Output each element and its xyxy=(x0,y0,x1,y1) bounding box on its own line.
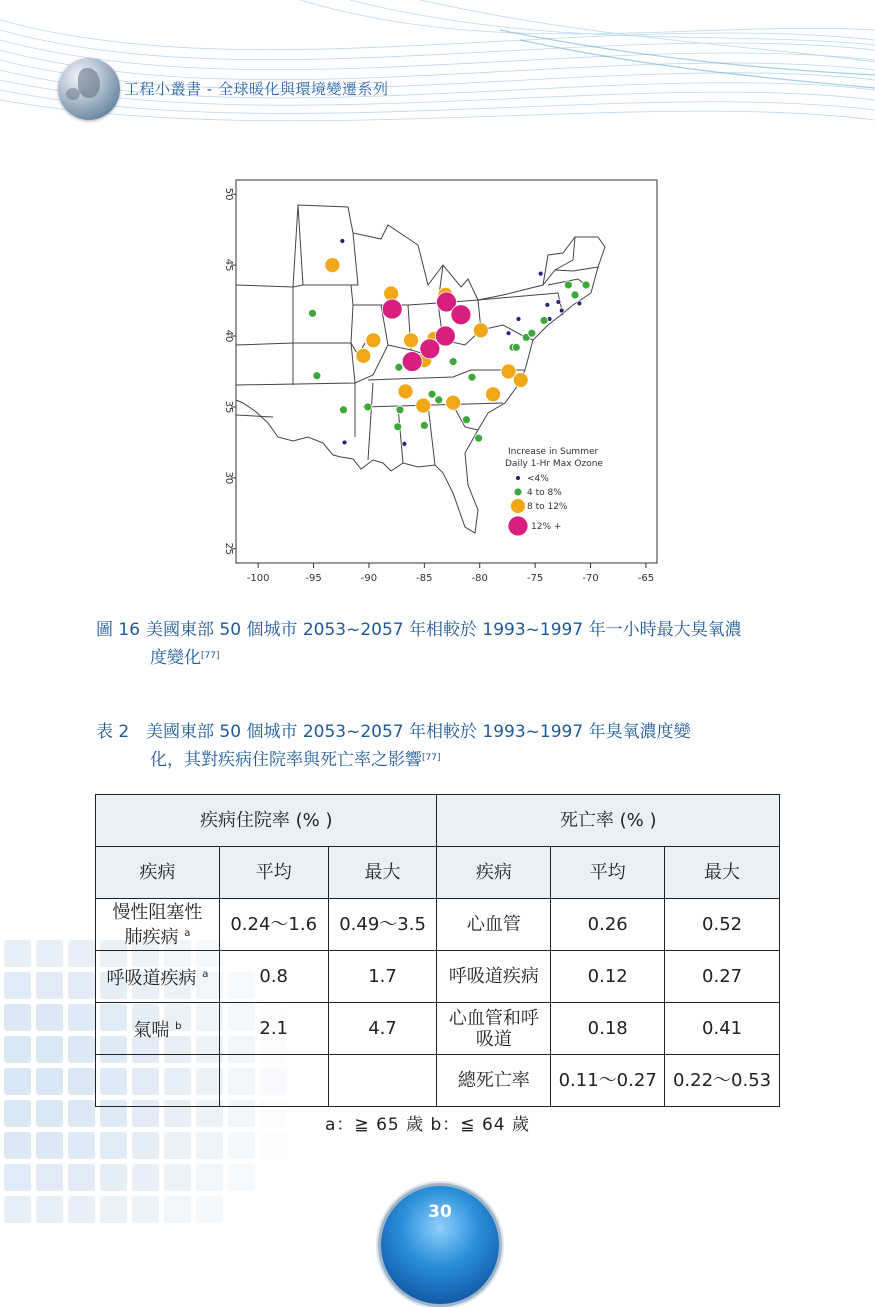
legend-title-line1: Increase in Summer xyxy=(508,447,599,457)
data-point-2 xyxy=(468,373,476,381)
legend-swatch xyxy=(516,476,521,481)
data-point-2 xyxy=(582,281,590,289)
data-point-2 xyxy=(364,403,372,411)
page-number-badge xyxy=(378,1183,502,1307)
table-row xyxy=(96,1003,780,1055)
data-point-3 xyxy=(416,398,431,413)
x-tick-label: -65 xyxy=(637,573,655,584)
y-tick-label: 35 xyxy=(223,400,234,414)
table-row xyxy=(96,1055,780,1107)
cell-avg: 0.8 xyxy=(219,951,328,1003)
y-tick-label: 45 xyxy=(223,258,234,272)
data-point-3 xyxy=(473,323,488,338)
legend-swatch xyxy=(511,499,526,514)
y-tick-label: 25 xyxy=(223,542,234,556)
data-point-2 xyxy=(475,434,483,442)
header-title: 工程小叢書 - 全球暖化與環境變遷系列 xyxy=(124,80,389,98)
x-tick-label: -100 xyxy=(246,573,270,584)
data-point-2 xyxy=(428,390,436,398)
figure-number: 圖 16 xyxy=(96,620,141,640)
cell-max: 0.22～0.53 xyxy=(665,1055,780,1107)
data-point-1 xyxy=(556,299,561,304)
legend-swatch xyxy=(508,516,528,536)
data-point-2 xyxy=(449,358,457,366)
col-header-disease: 疾病 xyxy=(437,847,551,899)
cell-max: 0.41 xyxy=(665,1003,780,1055)
table-row xyxy=(96,899,780,951)
x-tick-label: -80 xyxy=(471,573,488,584)
data-point-2 xyxy=(395,363,403,371)
data-point-3 xyxy=(325,258,340,273)
group-header-hospitalization: 疾病住院率 (% ) xyxy=(96,795,437,847)
ozone-impact-table xyxy=(95,794,780,1107)
x-tick-label: -75 xyxy=(526,573,544,584)
cell-avg: 0.24～1.6 xyxy=(219,899,328,951)
data-point-3 xyxy=(398,384,413,399)
cell-max: 0.27 xyxy=(665,951,780,1003)
table-caption-line2: 化，其對疾病住院率與死亡率之影響 xyxy=(150,750,422,770)
data-point-2 xyxy=(396,406,404,414)
figure-reference: [77] xyxy=(201,651,220,661)
ozone-map-figure xyxy=(203,175,668,595)
cell-disease: 氣喘 $^b$ xyxy=(96,1003,220,1055)
data-point-3 xyxy=(486,387,501,402)
data-point-4 xyxy=(382,299,402,319)
figure-caption xyxy=(96,616,786,672)
table-caption-line1: 美國東部 50 個城市 2053~2057 年相較於 1993~1997 年臭氧濃度變 xyxy=(146,722,691,742)
legend-title-line2: Daily 1-Hr Max Ozone xyxy=(505,459,603,469)
data-point-2 xyxy=(394,423,402,431)
y-tick-label: 40 xyxy=(223,329,234,343)
cell-empty xyxy=(328,1055,437,1107)
x-tick-label: -90 xyxy=(360,573,378,584)
data-point-3 xyxy=(446,395,461,410)
data-point-3 xyxy=(404,333,419,348)
table-footnote: a：≧ 65 歲 b：≦ 64 歲 xyxy=(325,1115,530,1135)
data-point-1 xyxy=(577,301,582,306)
data-point-2 xyxy=(512,343,520,351)
data-point-4 xyxy=(435,326,455,346)
legend-label: 4 to 8% xyxy=(527,488,562,498)
cell-avg: 0.18 xyxy=(551,1003,665,1055)
y-tick-label: 50 xyxy=(223,187,234,201)
page-number: 30 xyxy=(428,1202,452,1222)
data-point-2 xyxy=(462,416,470,424)
cell-disease: 呼吸道疾病 xyxy=(437,951,551,1003)
data-point-2 xyxy=(435,396,443,404)
data-point-3 xyxy=(384,286,399,301)
data-point-4 xyxy=(402,352,422,372)
cell-max: 0.52 xyxy=(665,899,780,951)
table-reference: [77] xyxy=(422,753,441,763)
data-point-3 xyxy=(513,373,528,388)
data-point-1 xyxy=(538,271,543,276)
data-point-1 xyxy=(402,441,407,446)
group-header-mortality: 死亡率 (% ) xyxy=(437,795,780,847)
data-point-2 xyxy=(339,406,347,414)
cell-disease: 呼吸道疾病 $^a$ xyxy=(96,951,220,1003)
data-point-2 xyxy=(420,421,428,429)
col-header-avg: 平均 xyxy=(219,847,328,899)
ozone-map-chart xyxy=(203,175,668,595)
cell-empty xyxy=(96,1055,220,1107)
data-point-1 xyxy=(559,308,564,313)
cell-avg: 0.12 xyxy=(551,951,665,1003)
legend-swatch xyxy=(514,488,522,496)
data-point-1 xyxy=(506,331,511,336)
cell-disease: 總死亡率 xyxy=(437,1055,551,1107)
table-caption xyxy=(96,718,786,774)
legend-label: 8 to 12% xyxy=(527,502,568,512)
data-point-1 xyxy=(516,317,521,322)
x-tick-label: -70 xyxy=(582,573,599,584)
cell-disease: 慢性阻塞性 肺疾病 $^a$ xyxy=(96,899,220,951)
cell-max: 1.7 xyxy=(328,951,437,1003)
cell-empty xyxy=(219,1055,328,1107)
cell-max: 4.7 xyxy=(328,1003,437,1055)
figure-caption-line2: 度變化 xyxy=(150,648,201,668)
x-tick-label: -85 xyxy=(416,573,433,584)
y-tick-label: 30 xyxy=(223,471,234,485)
data-point-3 xyxy=(366,333,381,348)
table-group-header-row xyxy=(96,795,780,847)
data-point-4 xyxy=(451,305,471,325)
data-point-2 xyxy=(528,329,536,337)
figure-caption-line1: 美國東部 50 個城市 2053~2057 年相較於 1993~1997 年一小時最大臭氧濃 xyxy=(146,620,742,640)
legend-label: 12% + xyxy=(531,522,562,532)
data-point-1 xyxy=(545,302,550,307)
data-point-2 xyxy=(313,372,321,380)
cell-avg: 0.26 xyxy=(551,899,665,951)
cell-avg: 0.11～0.27 xyxy=(551,1055,665,1107)
table-number: 表 2 xyxy=(96,722,130,742)
col-header-avg: 平均 xyxy=(551,847,665,899)
data-point-1 xyxy=(342,440,347,445)
header-decoration xyxy=(0,0,875,140)
globe-logo-icon xyxy=(58,58,120,120)
data-point-1 xyxy=(340,238,345,243)
col-header-disease: 疾病 xyxy=(96,847,220,899)
cell-disease: 心血管和呼 吸道 xyxy=(437,1003,551,1055)
legend-label: <4% xyxy=(527,474,549,484)
cell-disease: 心血管 xyxy=(437,899,551,951)
table-column-header-row xyxy=(96,847,780,899)
col-header-max: 最大 xyxy=(665,847,780,899)
data-point-2 xyxy=(308,309,316,317)
cell-max: 0.49～3.5 xyxy=(328,899,437,951)
x-tick-label: -95 xyxy=(305,573,322,584)
data-point-3 xyxy=(356,348,371,363)
cell-avg: 2.1 xyxy=(219,1003,328,1055)
data-point-2 xyxy=(571,291,579,299)
table-row xyxy=(96,951,780,1003)
data-point-2 xyxy=(564,281,572,289)
data-point-2 xyxy=(540,316,548,324)
col-header-max: 最大 xyxy=(328,847,437,899)
